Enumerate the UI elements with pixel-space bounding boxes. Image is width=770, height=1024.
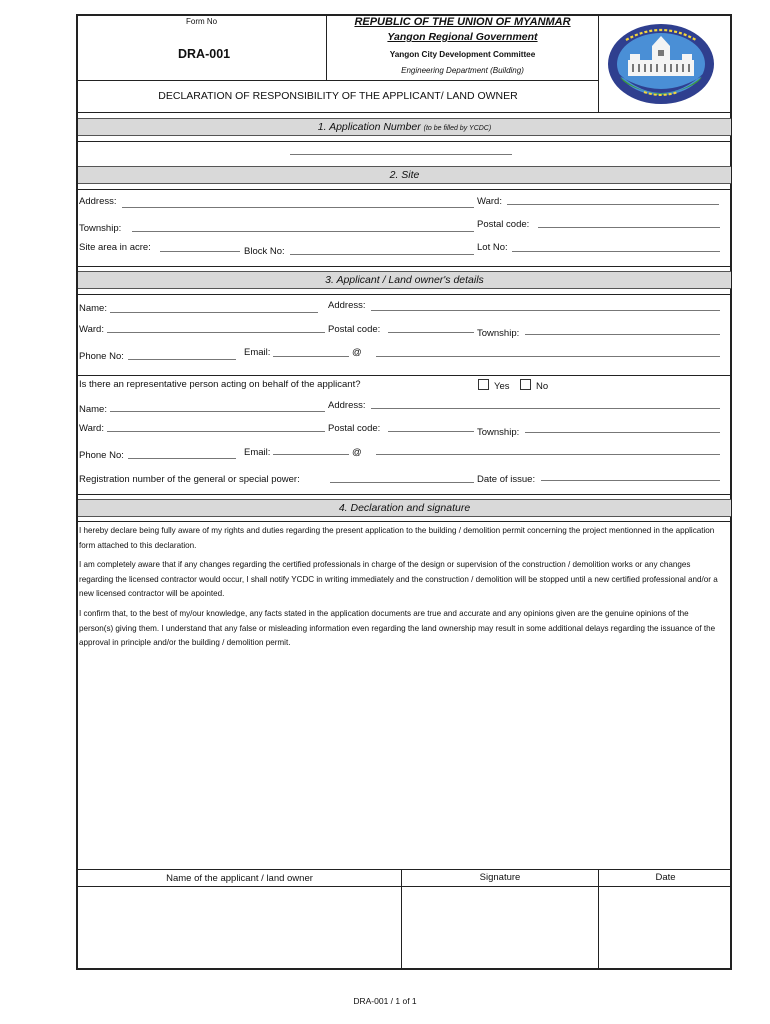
applicant-postal-label: Postal code: — [328, 324, 381, 335]
applicant-email-domain-input[interactable] — [376, 356, 720, 357]
page-footer: DRA-001 / 1 of 1 — [353, 996, 417, 1006]
no-label: No — [536, 381, 549, 392]
signature-table-top — [76, 869, 732, 870]
section4-header — [78, 499, 731, 517]
rep-ward-input[interactable] — [107, 431, 325, 432]
rep-question: Is there an representative person acting on behalf of the applicant? — [79, 379, 361, 390]
applicant-township-label: Township: — [477, 328, 520, 339]
signature-field[interactable] — [403, 888, 597, 968]
rep-email-input[interactable] — [273, 454, 349, 455]
no-checkbox[interactable] — [520, 379, 531, 390]
registration-label: Registration number of the general or special power: — [79, 474, 300, 485]
section1-note: (to be filled by YCDC) — [423, 125, 492, 132]
department-title: Engineering Department (Building) — [401, 66, 524, 75]
signature-column-header: Signature — [479, 872, 521, 883]
applicant-ward-label: Ward: — [79, 324, 104, 335]
rep-name-label: Name: — [79, 404, 107, 415]
rep-address-label: Address: — [328, 400, 366, 411]
signature-col-divider-2 — [598, 869, 599, 970]
rep-township-input[interactable] — [525, 432, 720, 433]
applicant-email-input[interactable] — [273, 356, 349, 357]
rep-phone-input[interactable] — [128, 458, 236, 459]
yes-label: Yes — [494, 381, 510, 392]
committee-title: Yangon City Development Committee — [389, 50, 536, 59]
rep-top-rule — [76, 375, 732, 376]
rep-phone-label: Phone No: — [79, 450, 124, 461]
applicant-name-signature-field[interactable] — [78, 888, 400, 968]
rep-no-option[interactable] — [520, 379, 548, 392]
site-area-label: Site area in acre: — [79, 242, 151, 253]
government-title: Yangon Regional Government — [387, 31, 538, 43]
section1-title: 1. Application Number — [317, 121, 421, 133]
site-ward-label: Ward: — [477, 196, 502, 207]
date-field[interactable] — [600, 888, 730, 968]
date-of-issue-label: Date of issue: — [477, 474, 536, 485]
applicant-at-sign: @ — [352, 347, 362, 358]
header-hline — [76, 80, 599, 81]
ycdc-seal-icon — [606, 22, 716, 106]
applicant-name-label: Name: — [79, 303, 107, 314]
section1-header — [78, 118, 731, 136]
site-address-input[interactable] — [122, 207, 474, 208]
header-bottom-line — [76, 112, 732, 113]
applicant-email-label: Email: — [244, 347, 271, 358]
site-ward-input[interactable] — [507, 204, 719, 205]
rep-ward-label: Ward: — [79, 423, 104, 434]
applicant-phone-label: Phone No: — [79, 351, 124, 362]
section1-rule — [76, 141, 732, 142]
yes-checkbox[interactable] — [478, 379, 489, 390]
lot-no-label: Lot No: — [477, 242, 508, 253]
section2-header — [78, 166, 731, 184]
republic-title: REPUBLIC OF THE UNION OF MYANMAR — [354, 16, 571, 28]
rep-township-label: Township: — [477, 427, 520, 438]
form-code: DRA-001 — [178, 47, 231, 61]
declaration-title: DECLARATION OF RESPONSIBILITY OF THE APPLICANT/ LAND OWNER — [158, 90, 518, 102]
rep-postal-input[interactable] — [388, 431, 474, 432]
signature-table-header-rule — [76, 886, 732, 887]
rep-address-input[interactable] — [371, 408, 720, 409]
rep-at-sign: @ — [352, 447, 362, 458]
rep-email-domain-input[interactable] — [376, 454, 720, 455]
declaration-paragraph-1: I hereby declare being fully aware of my rights and duties regarding the present application to the building / demolition permit concerning the project mentionned in the application form attached to this declaration. — [79, 526, 715, 550]
applicant-postal-input[interactable] — [388, 332, 474, 333]
declaration-paragraph-3: I confirm that, to the best of my/our knowledge, any facts stated in the application documents are true and accurate and any opinions given are the genuine opinions of the person(s) giving them. I understand that any false or misleading information even regarding the land ownership may result in some additional delays regarding the issuance of the approval in principle and/or the building / demolition permit. — [79, 609, 716, 648]
section3-rule — [76, 294, 732, 295]
applicant-address-label: Address: — [328, 300, 366, 311]
site-area-input[interactable] — [160, 251, 240, 252]
block-no-input[interactable] — [290, 254, 474, 255]
block-no-label: Block No: — [244, 246, 285, 257]
applicant-phone-input[interactable] — [128, 359, 236, 360]
section2-title: 2. Site — [389, 169, 420, 181]
site-postal-input[interactable] — [538, 227, 720, 228]
site-postal-label: Postal code: — [477, 219, 530, 230]
section3-title: 3. Applicant / Land owner's details — [325, 274, 484, 286]
rep-name-input[interactable] — [110, 411, 325, 412]
rep-yes-option[interactable] — [478, 379, 510, 392]
lot-no-input[interactable] — [512, 251, 720, 252]
form-no-label: Form No — [186, 17, 218, 26]
applicant-name-input[interactable] — [110, 312, 318, 313]
name-column-header: Name of the applicant / land owner — [166, 873, 313, 884]
declaration-paragraph-2: I am completely aware that if any changes regarding the certified professionals in charge of the design or supervision of the construction / demolition works or any changes regarding the licensed contractor would occur, I shall notify YCDC in writing immediately and the construction / demolition will be stopped until a new certified professional and/or a new licensed contractor will be apointed. — [79, 560, 718, 599]
section3-top-rule — [76, 266, 732, 267]
rep-postal-label: Postal code: — [328, 423, 381, 434]
site-address-label: Address: — [79, 196, 117, 207]
date-column-header: Date — [655, 872, 676, 883]
site-township-label: Township: — [79, 223, 122, 234]
site-township-input[interactable] — [132, 231, 474, 232]
section4-title: 4. Declaration and signature — [338, 502, 471, 514]
applicant-ward-input[interactable] — [107, 332, 325, 333]
application-number-input[interactable] — [290, 154, 512, 155]
form-frame — [76, 14, 732, 970]
applicant-township-input[interactable] — [525, 334, 720, 335]
section4-top-rule — [76, 494, 732, 495]
applicant-address-input[interactable] — [371, 310, 720, 311]
section4-rule — [76, 521, 732, 522]
section3-header — [78, 271, 731, 289]
date-of-issue-input[interactable] — [541, 480, 720, 481]
signature-col-divider-1 — [401, 869, 402, 970]
header-divider-2 — [598, 14, 599, 112]
rep-email-label: Email: — [244, 447, 271, 458]
registration-input[interactable] — [330, 482, 474, 483]
section2-rule — [76, 189, 732, 190]
